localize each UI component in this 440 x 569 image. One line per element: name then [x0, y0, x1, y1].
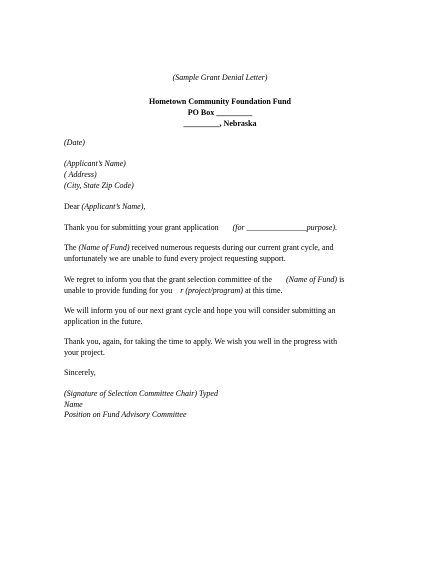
signature-line-3: Position on Fund Advisory Committee — [64, 410, 187, 419]
letter-date: (Date) — [64, 138, 85, 147]
applicant-city-state-zip: (City, State Zip Code) — [64, 181, 134, 190]
p3-line1-text: We regret to inform you that the grant selection committee of the — [64, 275, 272, 284]
salutation-name: (Applicant’s Name) — [81, 202, 144, 211]
org-name: Hometown Community Foundation Fund — [148, 97, 292, 106]
paragraph-1 — [64, 222, 337, 233]
p3-line2-end: at this time. — [244, 286, 283, 295]
signature-line-1: (Signature of Selection Committee Chair) Typed — [64, 389, 218, 398]
paragraph-4-line-2: application in the future. — [64, 317, 143, 326]
p3-line2-text: unable to provide funding for you — [64, 286, 173, 295]
city-state: _________, Nebraska — [183, 119, 257, 128]
applicant-name: (Applicant’s Name) — [64, 159, 126, 168]
sample-label: (Sample Grant Denial Letter) — [172, 73, 268, 82]
paragraph-4-line-1: We will inform you of our next grant cycle and hope you will consider submitting an — [64, 306, 336, 315]
p1-text: Thank you for submitting your grant application — [64, 223, 219, 232]
paragraph-2-line-2: unfortunately we are unable to fund every project requesting support. — [64, 254, 286, 263]
salutation — [64, 201, 145, 212]
p3-fund: (Name of Fund) — [285, 275, 338, 284]
paragraph-3-line-2 — [64, 285, 283, 296]
paragraph-5-line-2: your project. — [64, 348, 105, 357]
po-box: PO Box _________ — [187, 108, 253, 117]
signature-line-2: Name — [64, 400, 83, 409]
closing: Sincerely, — [64, 368, 96, 377]
paragraph-5-line-1: Thank you, again, for taking the time to apply. We wish you well in the progress with — [64, 337, 338, 346]
paragraph-2-line-1 — [64, 242, 333, 253]
p3-line1-end: is — [339, 275, 345, 284]
p1-fill: (for _______________purpose). — [232, 223, 338, 232]
p2-line1-rest: received numerous requests during our current grant cycle, and — [131, 243, 334, 252]
applicant-address: ( Address) — [64, 170, 97, 179]
paragraph-3-line-1 — [64, 274, 344, 285]
salutation-prefix: Dear — [64, 202, 80, 211]
p2-fund: (Name of Fund) — [78, 243, 130, 252]
p3-project: r (project/program) — [180, 286, 243, 295]
salutation-suffix: , — [143, 202, 146, 211]
p2-prefix: The — [64, 243, 77, 252]
